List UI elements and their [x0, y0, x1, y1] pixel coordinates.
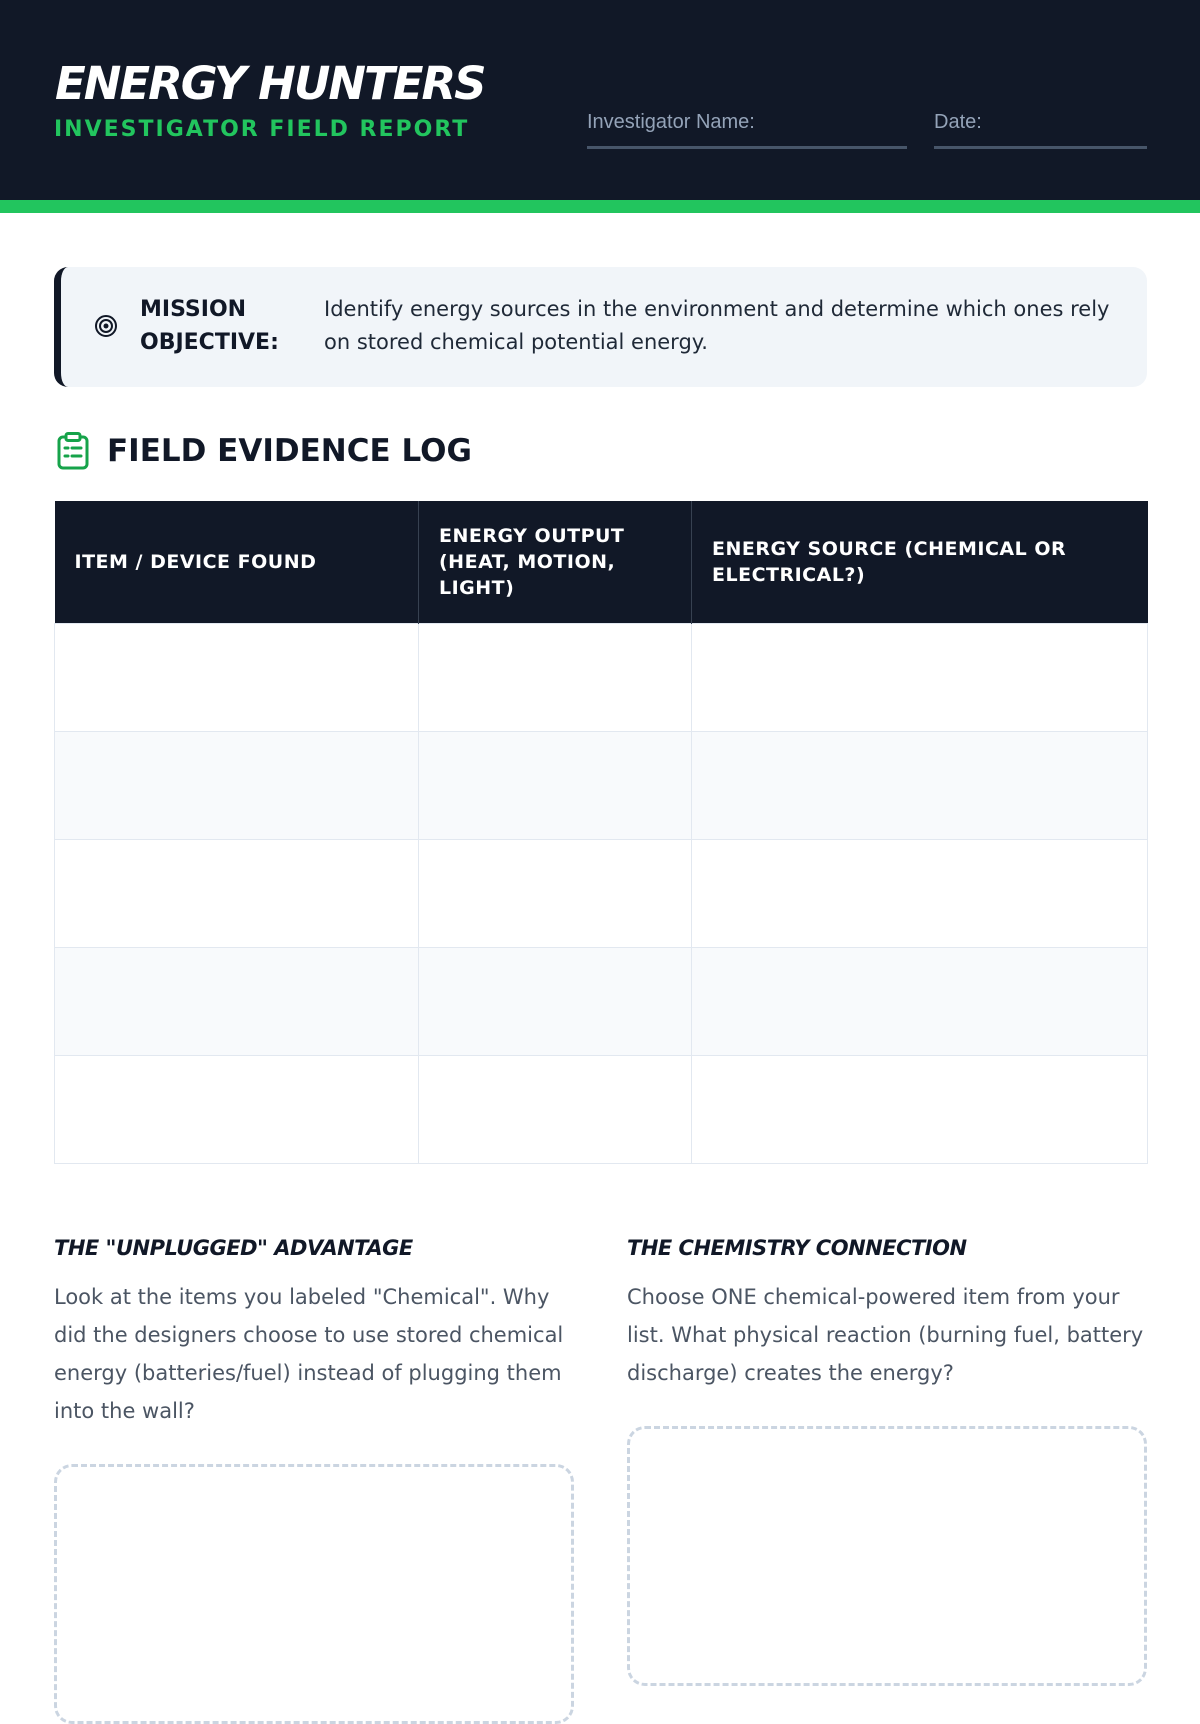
investigator-name-field[interactable]: [587, 108, 907, 149]
answer-box[interactable]: [54, 1464, 574, 1724]
column-header-item: ITEM / DEVICE FOUND: [55, 501, 419, 623]
date-field[interactable]: [934, 108, 1147, 149]
table-cell[interactable]: [419, 1055, 692, 1163]
table-cell[interactable]: [55, 947, 419, 1055]
investigator-name-label: Investigator Name:: [587, 111, 755, 133]
report-title: ENERGY HUNTERS: [55, 57, 485, 110]
report-subtitle: INVESTIGATOR FIELD REPORT: [54, 117, 470, 142]
report-header: [0, 0, 1200, 213]
question-chemistry: [627, 1230, 1147, 1686]
mission-objective-panel: [54, 267, 1147, 387]
table-cell[interactable]: [419, 731, 692, 839]
question-unplugged: [54, 1230, 574, 1724]
table-cell[interactable]: [55, 1055, 419, 1163]
question-text: Look at the items you labeled "Chemical". Why did the designers choose to use stored chemical energy (batteries/fuel) instead of plugging them into the wall?: [54, 1285, 564, 1423]
table-row: [55, 623, 1148, 731]
question-text: Choose ONE chemical-powered item from your list. What physical reaction (burning fuel, battery discharge) creates the energy?: [627, 1285, 1144, 1385]
table-cell[interactable]: [55, 623, 419, 731]
table-cell[interactable]: [692, 1055, 1148, 1163]
question-title: THE "UNPLUGGED" ADVANTAGE: [54, 1236, 413, 1260]
evidence-log-title: FIELD EVIDENCE LOG: [107, 433, 472, 469]
table-row: [55, 839, 1148, 947]
table-cell[interactable]: [692, 623, 1148, 731]
table-cell[interactable]: [419, 839, 692, 947]
table-row: [55, 1055, 1148, 1163]
mission-label: MISSION OBJECTIVE:: [140, 297, 279, 355]
question-title: THE CHEMISTRY CONNECTION: [627, 1236, 967, 1260]
table-cell[interactable]: [692, 839, 1148, 947]
answer-box[interactable]: [627, 1426, 1147, 1686]
table-cell[interactable]: [419, 623, 692, 731]
table-cell[interactable]: [55, 839, 419, 947]
column-header-output: ENERGY OUTPUT (HEAT, MOTION, LIGHT): [419, 501, 692, 623]
table-cell[interactable]: [692, 731, 1148, 839]
table-cell[interactable]: [419, 947, 692, 1055]
target-icon: [94, 314, 118, 338]
table-cell[interactable]: [692, 947, 1148, 1055]
table-header-row: [55, 501, 1148, 623]
clipboard-icon: [56, 432, 90, 470]
mission-text: Identify energy sources in the environment and determine which ones rely on stored chemical potential energy.: [324, 297, 1110, 354]
evidence-log-table: [54, 501, 1148, 1164]
table-row: [55, 947, 1148, 1055]
table-cell[interactable]: [55, 731, 419, 839]
date-label: Date:: [934, 111, 982, 133]
column-header-source: ENERGY SOURCE (CHEMICAL OR ELECTRICAL?): [692, 501, 1148, 623]
table-row: [55, 731, 1148, 839]
